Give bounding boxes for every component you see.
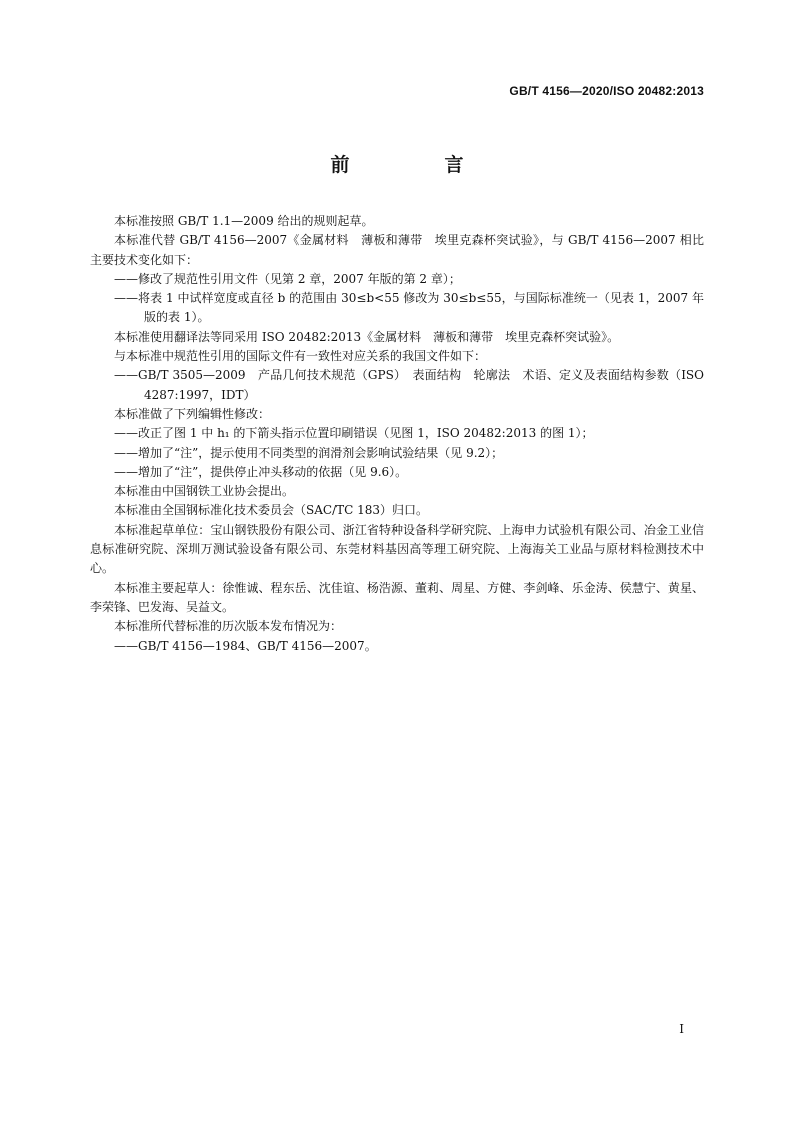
list-item: ——GB/T 3505—2009 产品几何技术规范（GPS） 表面结构 轮廓法 术语、定义及表面结构参数（ISO 4287:1997，IDT）	[114, 368, 704, 402]
paragraph: 本标准做了下列编辑性修改：	[114, 406, 271, 421]
list-item: ——增加了“注”，提供停止冲头移动的依据（见 9.6）。	[114, 464, 408, 479]
paragraph: 本标准由全国钢标准化技术委员会（SAC/TC 183）归口。	[114, 503, 429, 518]
list-item: ——修改了规范性引用文件（见第 2 章，2007 年版的第 2 章）；	[114, 271, 461, 286]
list-item: ——增加了“注”，提示使用不同类型的润滑剂会影响试验结果（见 9.2）；	[114, 445, 504, 460]
paragraph: 本标准由中国钢铁工业协会提出。	[114, 484, 295, 499]
paragraph: 本标准按照 GB/T 1.1—2009 给出的规则起草。	[114, 214, 374, 228]
paragraph: 与本标准中规范性引用的国际文件有一致性对应关系的我国文件如下：	[114, 349, 487, 364]
paragraph: 本标准使用翻译法等同采用 ISO 20482:2013《金属材料 薄板和薄带 埃里克森杯突试验》。	[114, 329, 620, 344]
list-item: ——改正了图 1 中 h₁ 的下箭头指示位置印刷错误（见图 1，ISO 20482:2013 的图 1）；	[114, 426, 594, 441]
paragraph: 本标准起草单位：宝山钢铁股份有限公司、浙江省特种设备科学研究院、上海申力试验机有限公司、冶金工业信息标准研究院、深圳万测试验设备有限公司、东莞材料基因高等理工研究院、上海海关工业品与原材料检测技术中心。	[90, 522, 704, 576]
paragraph: 本标准主要起草人：徐惟诚、程东岳、沈佳谊、杨浩源、董莉、周星、方健、李剑峰、乐金涛、侯慧宁、黄星、李荣锋、巴发海、吴益文。	[90, 580, 704, 614]
standard-code: GB/T 4156—2020/ISO 20482:2013	[509, 84, 704, 98]
list-item: ——将表 1 中试样宽度或直径 b 的范围由 30≤b<55 修改为 30≤b≤55，与国际标准统一（见表 1，2007 年版的表 1）。	[114, 291, 704, 325]
page-title: 前 言	[330, 154, 502, 176]
paragraph: 本标准代替 GB/T 4156—2007《金属材料 薄板和薄带 埃里克森杯突试验》，与 GB/T 4156—2007 相比主要技术变化如下：	[90, 233, 704, 267]
list-item: ——GB/T 4156—1984、GB/T 4156—2007。	[114, 638, 377, 653]
paragraph: 本标准所代替标准的历次版本发布情况为：	[114, 619, 343, 634]
page-number: I	[679, 1022, 684, 1036]
foreword-body	[90, 212, 704, 656]
